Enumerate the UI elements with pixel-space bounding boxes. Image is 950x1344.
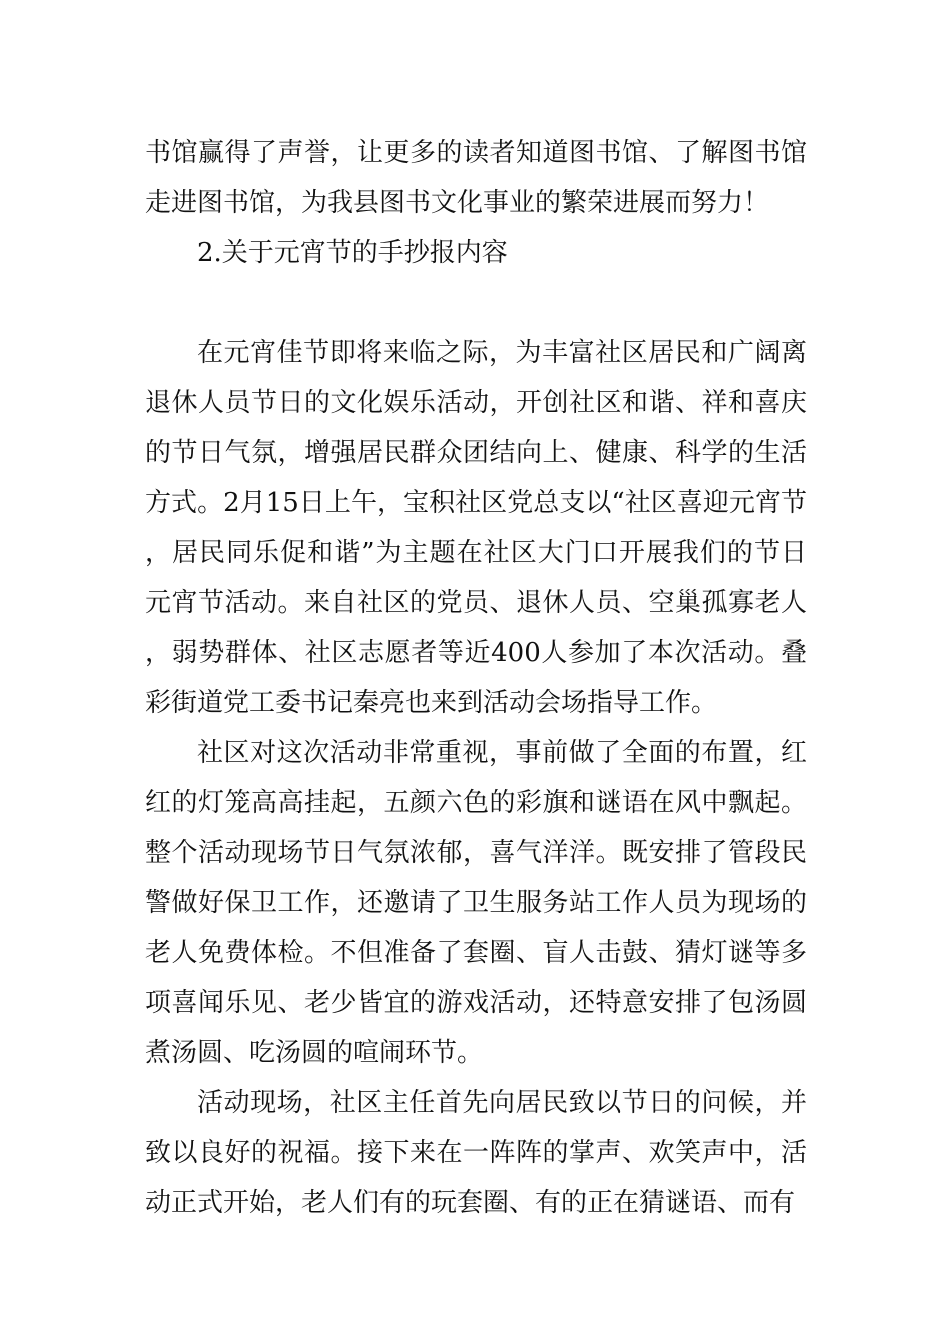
paragraph-event-scene: 活动现场，社区主任首先向居民致以节日的问候，并致以良好的祝福。接下来在一阵阵的掌声、欢笑声中，活动正式开始，老人们有的玩套圈、有的正在猜谜语、而有 [145, 1088, 807, 1218]
document-page [145, 128, 807, 1228]
paragraph-preparation: 社区对这次活动非常重视，事前做了全面的布置，红红的灯笼高高挂起，五颜六色的彩旗和谜语在风中飘起。整个活动现场节日气氛浓郁，喜气洋洋。既安排了管段民警做好保卫工作，还邀请了卫生服务站工作人员为现场的老人免费体检。不但准备了套圈、盲人击鼓、猜灯谜等多项喜闻乐见、老少皆宜的游戏活动，还特意安排了包汤圆煮汤圆、吃汤圆的喧闹环节。 [145, 738, 807, 1068]
paragraph-continued: 书馆赢得了声誉，让更多的读者知道图书馆、了解图书馆走进图书馆，为我县图书文化事业的繁荣进展而努力！ [145, 138, 807, 218]
paragraph-event-intro: 在元宵佳节即将来临之际，为丰富社区居民和广阔离退休人员节日的文化娱乐活动，开创社区和谐、祥和喜庆的节日气氛，增强居民群众团结向上、健康、科学的生活方式。2月15日上午，宝积社区党总支以“社区喜迎元宵节，居民同乐促和谐”为主题在社区大门口开展我们的节日元宵节活动。来自社区的党员、退休人员、空巢孤寡老人，弱势群体、社区志愿者等近400人参加了本次活动。叠彩街道党工委书记秦亮也来到活动会场指导工作。 [145, 338, 807, 718]
section-heading: 2.关于元宵节的手抄报内容 [197, 238, 508, 268]
